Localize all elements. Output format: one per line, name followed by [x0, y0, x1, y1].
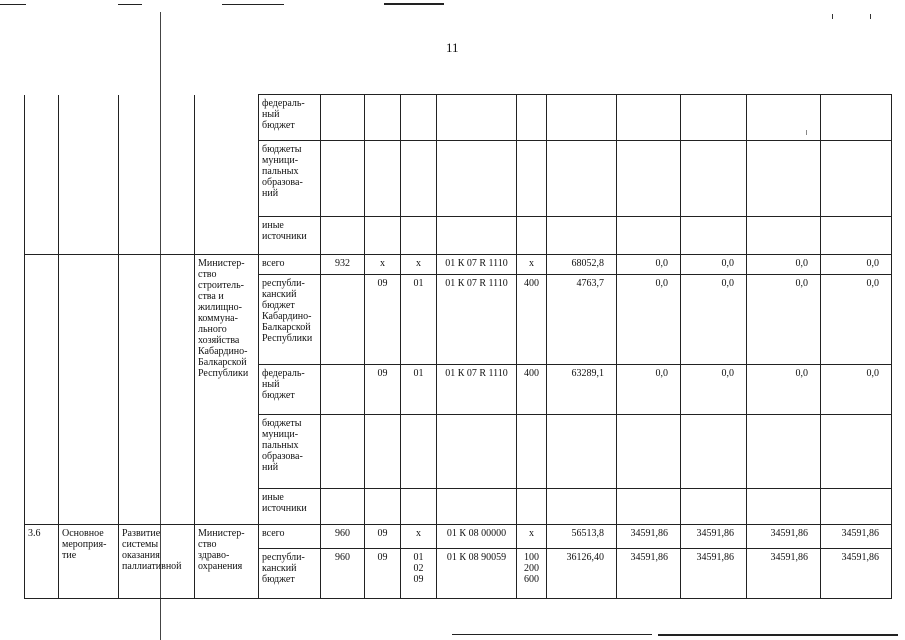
table-row [25, 255, 892, 275]
v1-cell [547, 141, 617, 217]
rz-cell [365, 489, 401, 525]
grbs-cell [321, 365, 365, 415]
grbs-cell [321, 141, 365, 217]
v4-cell [747, 217, 821, 255]
page-number: 11 [446, 40, 459, 55]
v3-cell [681, 415, 747, 489]
source-cell: федераль- ный бюджет [259, 365, 321, 415]
v3-cell: 34591,86 [681, 549, 747, 599]
scan-artifact [452, 634, 652, 635]
pr-cell: 01 [401, 365, 437, 415]
vr-cell: 400 [517, 365, 547, 415]
v4-cell: 0,0 [747, 365, 821, 415]
csr-cell: 01 К 08 00000 [437, 525, 517, 549]
v5-cell: 34591,86 [821, 525, 892, 549]
v4-cell: 34591,86 [747, 525, 821, 549]
v1-cell [547, 489, 617, 525]
v2-cell [617, 415, 681, 489]
v5-cell: 34591,86 [821, 549, 892, 599]
source-cell: всего [259, 525, 321, 549]
executor-cell: Министер- ство строитель- ства и жилищно- коммуна- льного хозяйства Кабардино- Балкарской Республики [195, 255, 259, 525]
v2-cell: 34591,86 [617, 525, 681, 549]
v3-cell [681, 141, 747, 217]
vr-cell [517, 141, 547, 217]
pr-cell: 01 [401, 275, 437, 365]
pr-cell [401, 95, 437, 141]
grbs-cell [321, 275, 365, 365]
csr-cell [437, 217, 517, 255]
v2-cell: 0,0 [617, 275, 681, 365]
rz-cell: х [365, 255, 401, 275]
scan-artifact [832, 14, 833, 19]
num-cell: 3.6 [25, 525, 59, 599]
v3-cell: 34591,86 [681, 525, 747, 549]
scan-artifact [870, 14, 871, 19]
v3-cell: 0,0 [681, 255, 747, 275]
source-cell: федераль- ный бюджет [259, 95, 321, 141]
executor-cell: Министер- ство здраво- охранения [195, 525, 259, 599]
vr-cell: 400 [517, 275, 547, 365]
v5-cell [821, 217, 892, 255]
v5-cell: 0,0 [821, 275, 892, 365]
budget-table [24, 94, 892, 599]
v4-cell [747, 141, 821, 217]
v3-cell [681, 217, 747, 255]
v2-cell [617, 141, 681, 217]
v3-cell: 0,0 [681, 365, 747, 415]
rz-cell: 09 [365, 525, 401, 549]
v2-cell: 34591,86 [617, 549, 681, 599]
v2-cell: 0,0 [617, 365, 681, 415]
v4-cell: 34591,86 [747, 549, 821, 599]
rz-cell: 09 [365, 549, 401, 599]
v2-cell [617, 95, 681, 141]
vr-cell [517, 95, 547, 141]
v4-cell [747, 415, 821, 489]
scan-artifact [384, 3, 444, 5]
executor-cell [195, 95, 259, 255]
v2-cell: 0,0 [617, 255, 681, 275]
type-cell: Основное мероприя- тие [59, 525, 119, 599]
v4-cell [747, 489, 821, 525]
v1-cell [547, 217, 617, 255]
type-cell [59, 255, 119, 525]
rz-cell [365, 217, 401, 255]
csr-cell: 01 К 07 R 1110 [437, 365, 517, 415]
csr-cell [437, 415, 517, 489]
vr-cell: 100 200 600 [517, 549, 547, 599]
vr-cell: х [517, 255, 547, 275]
v1-cell: 4763,7 [547, 275, 617, 365]
type-cell [59, 95, 119, 255]
vr-cell [517, 217, 547, 255]
pr-cell [401, 415, 437, 489]
name-cell [119, 255, 195, 525]
name-cell [119, 95, 195, 255]
num-cell [25, 255, 59, 525]
v2-cell [617, 217, 681, 255]
v1-cell: 36126,40 [547, 549, 617, 599]
pr-cell [401, 489, 437, 525]
grbs-cell: 932 [321, 255, 365, 275]
source-cell: республи- канский бюджет Кабардино- Балкарской Республики [259, 275, 321, 365]
v3-cell [681, 95, 747, 141]
table-row [25, 525, 892, 549]
v5-cell: 0,0 [821, 365, 892, 415]
csr-cell [437, 141, 517, 217]
rz-cell [365, 95, 401, 141]
name-cell: Развитие системы оказания паллиативной [119, 525, 195, 599]
csr-cell: 01 К 08 90059 [437, 549, 517, 599]
v5-cell [821, 141, 892, 217]
v5-cell [821, 95, 892, 141]
v4-cell: 0,0 [747, 275, 821, 365]
scan-artifact [658, 634, 898, 636]
grbs-cell [321, 217, 365, 255]
csr-cell: 01 К 07 R 1110 [437, 255, 517, 275]
v5-cell: 0,0 [821, 255, 892, 275]
grbs-cell: 960 [321, 525, 365, 549]
rz-cell: 09 [365, 275, 401, 365]
rz-cell [365, 415, 401, 489]
v1-cell: 68052,8 [547, 255, 617, 275]
csr-cell [437, 489, 517, 525]
v3-cell: 0,0 [681, 275, 747, 365]
scan-artifact [118, 4, 142, 5]
v5-cell [821, 489, 892, 525]
vr-cell [517, 415, 547, 489]
source-cell: иные источники [259, 489, 321, 525]
source-cell: бюджеты муници- пальных образова- ний [259, 415, 321, 489]
csr-cell: 01 К 07 R 1110 [437, 275, 517, 365]
v1-cell [547, 415, 617, 489]
v4-cell [747, 95, 821, 141]
num-cell [25, 95, 59, 255]
v1-cell: 63289,1 [547, 365, 617, 415]
vr-cell [517, 489, 547, 525]
source-cell: всего [259, 255, 321, 275]
scan-artifact [0, 4, 26, 5]
v1-cell [547, 95, 617, 141]
pr-cell: 01 02 09 [401, 549, 437, 599]
vr-cell: х [517, 525, 547, 549]
pr-cell: х [401, 255, 437, 275]
csr-cell [437, 95, 517, 141]
v4-cell: 0,0 [747, 255, 821, 275]
pr-cell [401, 217, 437, 255]
scan-artifact [222, 4, 284, 5]
rz-cell [365, 141, 401, 217]
source-cell: республи- канский бюджет [259, 549, 321, 599]
grbs-cell [321, 415, 365, 489]
v5-cell [821, 415, 892, 489]
v3-cell [681, 489, 747, 525]
source-cell: бюджеты муници- пальных образова- ний [259, 141, 321, 217]
pr-cell [401, 141, 437, 217]
rz-cell: 09 [365, 365, 401, 415]
pr-cell: х [401, 525, 437, 549]
grbs-cell: 960 [321, 549, 365, 599]
v1-cell: 56513,8 [547, 525, 617, 549]
table-row [25, 95, 892, 141]
v2-cell [617, 489, 681, 525]
source-cell: иные источники [259, 217, 321, 255]
grbs-cell [321, 95, 365, 141]
grbs-cell [321, 489, 365, 525]
